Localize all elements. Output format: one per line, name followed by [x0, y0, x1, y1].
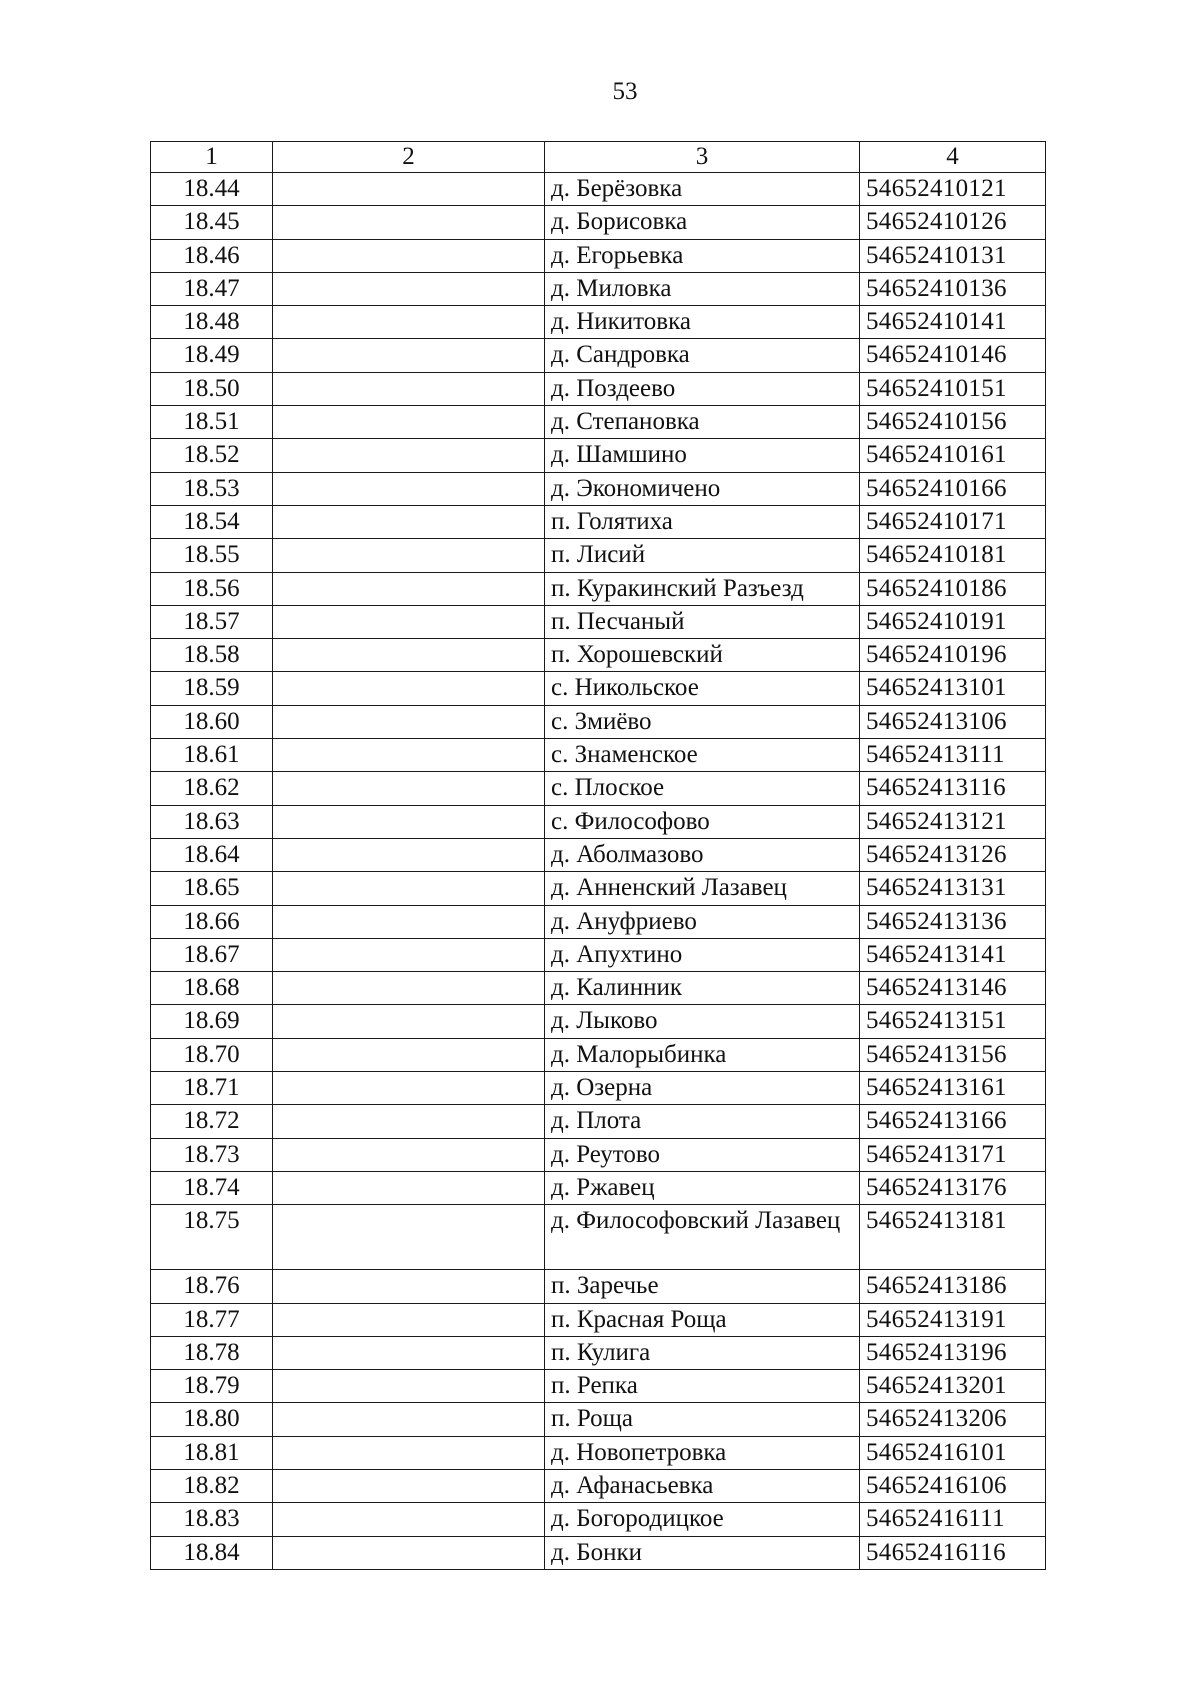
- column-2-cell: [273, 838, 545, 871]
- settlement-name-cell: д. Философовский Лазавец: [545, 1205, 860, 1270]
- oktmo-code-cell: 54652413116: [860, 772, 1046, 805]
- column-2-cell: [273, 938, 545, 971]
- row-number-cell: 18.59: [151, 672, 273, 705]
- row-number-cell: 18.48: [151, 306, 273, 339]
- settlement-name-cell: п. Лисий: [545, 539, 860, 572]
- row-number-cell: 18.80: [151, 1403, 273, 1436]
- oktmo-code-cell: 54652413196: [860, 1336, 1046, 1369]
- row-number-cell: 18.72: [151, 1105, 273, 1138]
- oktmo-code-cell: 54652410186: [860, 572, 1046, 605]
- settlement-name-cell: п. Репка: [545, 1370, 860, 1403]
- column-2-cell: [273, 472, 545, 505]
- column-2-cell: [273, 1205, 545, 1270]
- table-row: [151, 672, 1046, 705]
- row-number-cell: 18.57: [151, 605, 273, 638]
- settlement-name-cell: д. Богородицкое: [545, 1503, 860, 1536]
- table-row: [151, 539, 1046, 572]
- column-2-cell: [273, 1469, 545, 1502]
- settlement-name-cell: п. Роща: [545, 1403, 860, 1436]
- settlement-name-cell: д. Озерна: [545, 1072, 860, 1105]
- column-2-cell: [273, 1370, 545, 1403]
- column-2-cell: [273, 1138, 545, 1171]
- column-2-cell: [273, 272, 545, 305]
- settlement-name-cell: п. Красная Роща: [545, 1303, 860, 1336]
- column-2-cell: [273, 1336, 545, 1369]
- column-2-cell: [273, 639, 545, 672]
- table-row: [151, 406, 1046, 439]
- oktmo-code-cell: 54652416101: [860, 1436, 1046, 1469]
- settlement-name-cell: д. Ануфриево: [545, 905, 860, 938]
- row-number-cell: 18.76: [151, 1270, 273, 1303]
- table-row: [151, 1138, 1046, 1171]
- column-header-3: 3: [545, 142, 860, 173]
- table-row: [151, 1205, 1046, 1270]
- column-2-cell: [273, 739, 545, 772]
- column-2-cell: [273, 1436, 545, 1469]
- oktmo-code-cell: 54652413191: [860, 1303, 1046, 1336]
- oktmo-code-cell: 54652413166: [860, 1105, 1046, 1138]
- settlement-name-cell: д. Лыково: [545, 1005, 860, 1038]
- column-2-cell: [273, 872, 545, 905]
- column-2-cell: [273, 339, 545, 372]
- column-2-cell: [273, 539, 545, 572]
- table-row: [151, 872, 1046, 905]
- row-number-cell: 18.68: [151, 972, 273, 1005]
- table-row: [151, 1270, 1046, 1303]
- settlement-name-cell: с. Плоское: [545, 772, 860, 805]
- oktmo-code-cell: 54652410151: [860, 372, 1046, 405]
- row-number-cell: 18.64: [151, 838, 273, 871]
- table-row: [151, 339, 1046, 372]
- page-number: 53: [612, 78, 638, 105]
- row-number-cell: 18.58: [151, 639, 273, 672]
- settlement-name-cell: п. Заречье: [545, 1270, 860, 1303]
- oktmo-code-cell: 54652413141: [860, 938, 1046, 971]
- column-2-cell: [273, 1503, 545, 1536]
- table-row: [151, 505, 1046, 538]
- column-2-cell: [273, 1105, 545, 1138]
- table-row: [151, 1038, 1046, 1071]
- row-number-cell: 18.66: [151, 905, 273, 938]
- oktmo-code-cell: 54652413146: [860, 972, 1046, 1005]
- row-number-cell: 18.82: [151, 1469, 273, 1502]
- oktmo-code-cell: 54652410141: [860, 306, 1046, 339]
- oktmo-code-cell: 54652413106: [860, 705, 1046, 738]
- table-row: [151, 1403, 1046, 1436]
- column-header-4: 4: [860, 142, 1046, 173]
- oktmo-code-cell: 54652413171: [860, 1138, 1046, 1171]
- table-row: [151, 239, 1046, 272]
- table-row: [151, 1005, 1046, 1038]
- oktmo-code-cell: 54652410131: [860, 239, 1046, 272]
- table-row: [151, 1436, 1046, 1469]
- column-2-cell: [273, 772, 545, 805]
- settlement-name-cell: п. Хорошевский: [545, 639, 860, 672]
- table-row: [151, 372, 1046, 405]
- table-header-row: [151, 142, 1046, 173]
- oktmo-code-cell: 54652413206: [860, 1403, 1046, 1436]
- table-row: [151, 472, 1046, 505]
- column-2-cell: [273, 372, 545, 405]
- settlement-name-cell: д. Аболмазово: [545, 838, 860, 871]
- column-header-2: 2: [273, 142, 545, 173]
- settlement-name-cell: д. Реутово: [545, 1138, 860, 1171]
- settlement-name-cell: д. Егорьевка: [545, 239, 860, 272]
- settlement-name-cell: д. Анненский Лазавец: [545, 872, 860, 905]
- oktmo-code-cell: 54652413176: [860, 1171, 1046, 1204]
- settlements-table: [150, 141, 1046, 1570]
- row-number-cell: 18.71: [151, 1072, 273, 1105]
- oktmo-code-cell: 54652410166: [860, 472, 1046, 505]
- row-number-cell: 18.74: [151, 1171, 273, 1204]
- table-row: [151, 805, 1046, 838]
- settlement-name-cell: д. Плота: [545, 1105, 860, 1138]
- row-number-cell: 18.50: [151, 372, 273, 405]
- table-row: [151, 972, 1046, 1005]
- row-number-cell: 18.53: [151, 472, 273, 505]
- table-row: [151, 1171, 1046, 1204]
- oktmo-code-cell: 54652413201: [860, 1370, 1046, 1403]
- settlement-name-cell: с. Змиёво: [545, 705, 860, 738]
- settlement-name-cell: п. Кулига: [545, 1336, 860, 1369]
- settlement-name-cell: д. Никитовка: [545, 306, 860, 339]
- table-row: [151, 1469, 1046, 1502]
- settlement-name-cell: п. Куракинский Разъезд: [545, 572, 860, 605]
- row-number-cell: 18.84: [151, 1536, 273, 1569]
- oktmo-code-cell: 54652413151: [860, 1005, 1046, 1038]
- row-number-cell: 18.62: [151, 772, 273, 805]
- row-number-cell: 18.83: [151, 1503, 273, 1536]
- oktmo-code-cell: 54652410191: [860, 605, 1046, 638]
- row-number-cell: 18.65: [151, 872, 273, 905]
- row-number-cell: 18.44: [151, 173, 273, 206]
- row-number-cell: 18.52: [151, 439, 273, 472]
- column-2-cell: [273, 805, 545, 838]
- column-2-cell: [273, 672, 545, 705]
- row-number-cell: 18.77: [151, 1303, 273, 1336]
- settlement-name-cell: д. Апухтино: [545, 938, 860, 971]
- oktmo-code-cell: 54652410181: [860, 539, 1046, 572]
- column-2-cell: [273, 406, 545, 439]
- row-number-cell: 18.55: [151, 539, 273, 572]
- oktmo-code-cell: 54652410136: [860, 272, 1046, 305]
- table-row: [151, 173, 1046, 206]
- settlement-name-cell: д. Калинник: [545, 972, 860, 1005]
- oktmo-code-cell: 54652410146: [860, 339, 1046, 372]
- oktmo-code-cell: 54652416111: [860, 1503, 1046, 1536]
- row-number-cell: 18.75: [151, 1205, 273, 1270]
- column-2-cell: [273, 905, 545, 938]
- table-row: [151, 1370, 1046, 1403]
- row-number-cell: 18.69: [151, 1005, 273, 1038]
- oktmo-code-cell: 54652413186: [860, 1270, 1046, 1303]
- table-row: [151, 1072, 1046, 1105]
- column-2-cell: [273, 206, 545, 239]
- row-number-cell: 18.61: [151, 739, 273, 772]
- column-2-cell: [273, 972, 545, 1005]
- settlement-name-cell: д. Экономичено: [545, 472, 860, 505]
- table-row: [151, 572, 1046, 605]
- row-number-cell: 18.67: [151, 938, 273, 971]
- column-2-cell: [273, 605, 545, 638]
- settlement-name-cell: с. Знаменское: [545, 739, 860, 772]
- table-row: [151, 905, 1046, 938]
- oktmo-code-cell: 54652413126: [860, 838, 1046, 871]
- column-2-cell: [273, 1072, 545, 1105]
- column-2-cell: [273, 1038, 545, 1071]
- table-row: [151, 439, 1046, 472]
- column-2-cell: [273, 1005, 545, 1038]
- oktmo-code-cell: 54652416116: [860, 1536, 1046, 1569]
- oktmo-code-cell: 54652413156: [860, 1038, 1046, 1071]
- row-number-cell: 18.45: [151, 206, 273, 239]
- settlement-name-cell: д. Ржавец: [545, 1171, 860, 1204]
- settlement-name-cell: д. Степановка: [545, 406, 860, 439]
- column-header-1: 1: [151, 142, 273, 173]
- oktmo-code-cell: 54652410196: [860, 639, 1046, 672]
- settlement-name-cell: д. Борисовка: [545, 206, 860, 239]
- table-row: [151, 739, 1046, 772]
- table-row: [151, 639, 1046, 672]
- column-2-cell: [273, 705, 545, 738]
- oktmo-code-cell: 54652410121: [860, 173, 1046, 206]
- table-row: [151, 1536, 1046, 1569]
- table-row: [151, 272, 1046, 305]
- oktmo-code-cell: 54652410156: [860, 406, 1046, 439]
- column-2-cell: [273, 1403, 545, 1436]
- oktmo-code-cell: 54652410161: [860, 439, 1046, 472]
- row-number-cell: 18.78: [151, 1336, 273, 1369]
- settlement-name-cell: п. Голятиха: [545, 505, 860, 538]
- row-number-cell: 18.63: [151, 805, 273, 838]
- settlement-name-cell: д. Новопетровка: [545, 1436, 860, 1469]
- table-body: [151, 173, 1046, 1570]
- column-2-cell: [273, 572, 545, 605]
- column-2-cell: [273, 173, 545, 206]
- settlement-name-cell: д. Бонки: [545, 1536, 860, 1569]
- table-row: [151, 1105, 1046, 1138]
- oktmo-code-cell: 54652416106: [860, 1469, 1046, 1502]
- row-number-cell: 18.70: [151, 1038, 273, 1071]
- table-row: [151, 206, 1046, 239]
- settlement-name-cell: с. Философово: [545, 805, 860, 838]
- row-number-cell: 18.51: [151, 406, 273, 439]
- table-row: [151, 1303, 1046, 1336]
- oktmo-code-cell: 54652413111: [860, 739, 1046, 772]
- table-row: [151, 705, 1046, 738]
- oktmo-code-cell: 54652410171: [860, 505, 1046, 538]
- column-2-cell: [273, 1303, 545, 1336]
- oktmo-code-cell: 54652413121: [860, 805, 1046, 838]
- table-row: [151, 838, 1046, 871]
- settlement-name-cell: д. Поздеево: [545, 372, 860, 405]
- settlement-name-cell: д. Миловка: [545, 272, 860, 305]
- settlement-name-cell: с. Никольское: [545, 672, 860, 705]
- oktmo-code-cell: 54652413131: [860, 872, 1046, 905]
- row-number-cell: 18.81: [151, 1436, 273, 1469]
- oktmo-code-cell: 54652413136: [860, 905, 1046, 938]
- settlement-name-cell: д. Афанасьевка: [545, 1469, 860, 1502]
- row-number-cell: 18.47: [151, 272, 273, 305]
- oktmo-code-cell: 54652410126: [860, 206, 1046, 239]
- row-number-cell: 18.49: [151, 339, 273, 372]
- settlement-name-cell: д. Сандровка: [545, 339, 860, 372]
- table-row: [151, 306, 1046, 339]
- settlement-name-cell: д. Малорыбинка: [545, 1038, 860, 1071]
- oktmo-code-cell: 54652413161: [860, 1072, 1046, 1105]
- row-number-cell: 18.60: [151, 705, 273, 738]
- settlement-name-cell: п. Песчаный: [545, 605, 860, 638]
- column-2-cell: [273, 439, 545, 472]
- table-row: [151, 605, 1046, 638]
- column-2-cell: [273, 1536, 545, 1569]
- column-2-cell: [273, 306, 545, 339]
- settlement-name-cell: д. Берёзовка: [545, 173, 860, 206]
- row-number-cell: 18.46: [151, 239, 273, 272]
- row-number-cell: 18.79: [151, 1370, 273, 1403]
- row-number-cell: 18.54: [151, 505, 273, 538]
- table-row: [151, 772, 1046, 805]
- oktmo-code-cell: 54652413101: [860, 672, 1046, 705]
- oktmo-code-cell: 54652413181: [860, 1205, 1046, 1270]
- column-2-cell: [273, 239, 545, 272]
- table-row: [151, 938, 1046, 971]
- column-2-cell: [273, 1171, 545, 1204]
- column-2-cell: [273, 1270, 545, 1303]
- table-row: [151, 1336, 1046, 1369]
- settlement-name-cell: д. Шамшино: [545, 439, 860, 472]
- row-number-cell: 18.73: [151, 1138, 273, 1171]
- table-row: [151, 1503, 1046, 1536]
- column-2-cell: [273, 505, 545, 538]
- row-number-cell: 18.56: [151, 572, 273, 605]
